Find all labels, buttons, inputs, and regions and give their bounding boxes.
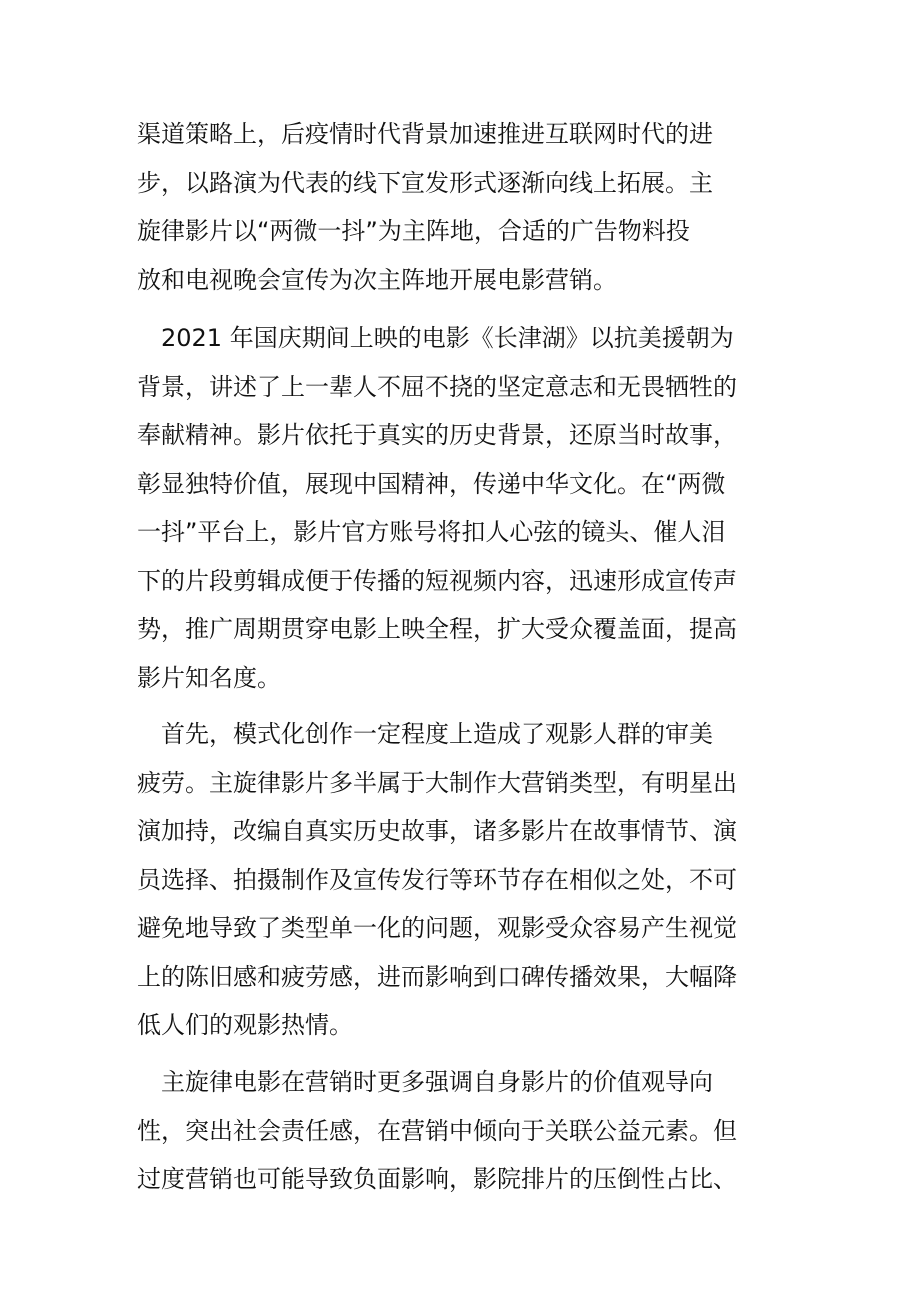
paragraph-2 bbox=[137, 314, 787, 702]
text-line: 演加持，改编自真实历史故事，诸多影片在故事情节、演 bbox=[137, 817, 737, 845]
text-line: 步，以路演为代表的线下宣发形式逐渐向线上拓展。主 bbox=[137, 168, 713, 197]
text-line: 2021 年国庆期间上映的电影《长津湖》以抗美援朝为 bbox=[137, 324, 734, 352]
text-line: 性，突出社会责任感，在营销中倾向于关联公益元素。但 bbox=[137, 1116, 737, 1145]
paragraph-4 bbox=[137, 1058, 787, 1204]
text-line: 主旋律电影在营销时更多强调自身影片的价值观导向 bbox=[137, 1068, 713, 1096]
paragraph-3 bbox=[137, 710, 787, 1050]
text-line: 影片知名度。 bbox=[137, 663, 281, 692]
text-line: 上的陈旧感和疲劳感，进而影响到口碑传播效果，大幅降 bbox=[137, 962, 737, 991]
text-line: 低人们的观影热情。 bbox=[137, 1011, 353, 1039]
text-line: 员选择、拍摄制作及宣传发行等环节存在相似之处，不可 bbox=[137, 865, 737, 894]
text-line: 首先，模式化创作一定程度上造成了观影人群的审美 bbox=[137, 720, 713, 748]
text-line: 疲劳。主旋律影片多半属于大制作大营销类型，有明星出 bbox=[137, 768, 737, 797]
text-line: 避免地导致了类型单一化的问题，观影受众容易产生视觉 bbox=[137, 914, 737, 942]
text-line: 势，推广周期贯穿电影上映全程，扩大受众覆盖面，提高 bbox=[137, 615, 737, 643]
paragraph-1 bbox=[137, 110, 787, 304]
text-line: 一抖”平台上，影片官方账号将扣人心弦的镜头、催人泪 bbox=[137, 518, 726, 546]
text-line: 彰显独特价值，展现中国精神，传递中华文化。在“两微 bbox=[137, 469, 726, 498]
text-line: 放和电视晚会宣传为次主阵地开展电影营销。 bbox=[137, 265, 617, 294]
text-line: 渠道策略上，后疫情时代背景加速推进互联网时代的进 bbox=[137, 120, 713, 148]
text-line: 旋律影片以“两微一抖”为主阵地，合适的广告物料投 bbox=[137, 217, 690, 245]
text-line: 奉献精神。影片依托于真实的历史背景，还原当时故事， bbox=[137, 421, 737, 449]
text-line: 下的片段剪辑成便于传播的短视频内容，迅速形成宣传声 bbox=[137, 566, 737, 595]
text-line: 过度营销也可能导致负面影响，影院排片的压倒性占比、 bbox=[137, 1165, 737, 1193]
text-line: 背景，讲述了上一辈人不屈不挠的坚定意志和无畏牺牲的 bbox=[137, 372, 737, 401]
